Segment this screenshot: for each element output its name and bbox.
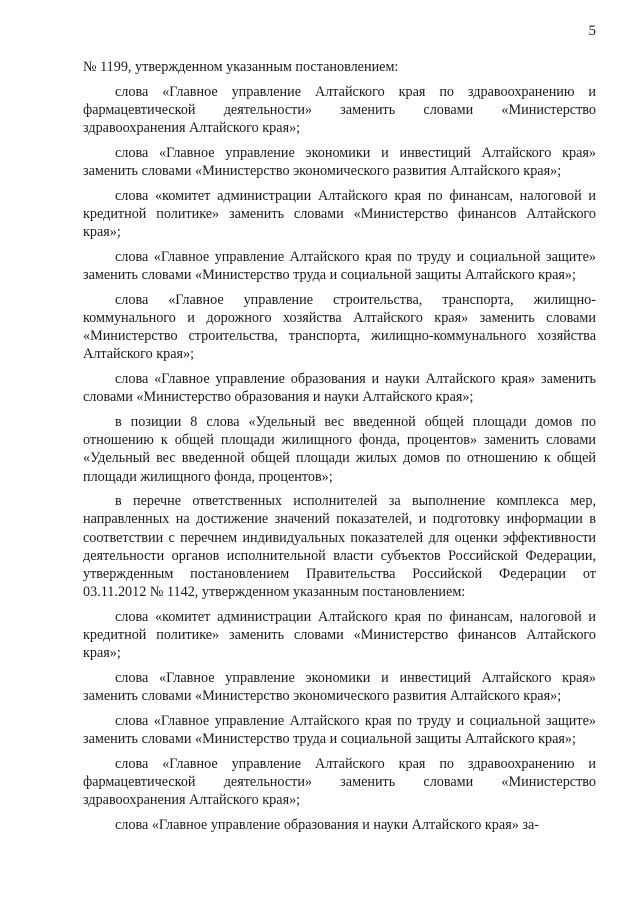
paragraph: слова «Главное управление образования и науки Алтайского края» заменить словами «Министерство образования и науки Алтайского края»; xyxy=(83,371,596,406)
paragraph: слова «комитет администрации Алтайского края по финансам, налоговой и кредитной политике» заменить словами «Министерство финансов Алтайского края»; xyxy=(83,608,596,662)
paragraph: слова «Главное управление Алтайского края по труду и социальной защите» заменить словами «Министерство труда и социальной защиты Алтайского края»; xyxy=(83,248,596,284)
paragraph: слова «Главное управление строительства, транспорта, жилищно-коммунального и дорожного хозяйства Алтайского края» заменить словами «Министерство строительства, транспорта, жилищно-коммунального хозяйства Алтайского края»; xyxy=(83,291,596,363)
paragraph: слова «Главное управление Алтайского края по труду и социальной защите» заменить словами «Министерство труда и социальной защиты Алтайского края»; xyxy=(83,713,596,748)
paragraph: слова «Главное управление экономики и инвестиций Алтайского края» заменить словами «Министерство экономического развития Алтайского края»; xyxy=(83,144,596,180)
paragraph: слова «Главное управление образования и науки Алтайского края» за- xyxy=(115,817,539,834)
paragraph: в перечне ответственных исполнителей за выполнение комплекса мер, направленных на достижение значений показателей, и подготовку информации в соответствии с перечнем индивидуальных показателей для оценки эффективности деятельности органов исполнительной власти субъектов Российской Федерации, утвержденным постановлением Правительства Российской Федерации от 03.11.2012 № 1142, утвержденном указанным постановлением: xyxy=(83,493,596,601)
paragraph: слова «Главное управление Алтайского края по здравоохранению и фармацевтической деятельности» заменить словами «Министерство здравоохранения Алтайского края»; xyxy=(83,755,596,809)
paragraph: № 1199, утвержденном указанным постановлением: xyxy=(83,59,399,75)
paragraph: в позиции 8 слова «Удельный вес введенной общей площади домов по отношению к общей площади жилищного фонда, процентов» заменить словами «Удельный вес введенной общей площади жилых домов по отношению к общей площади жилищного фонда, процентов»; xyxy=(83,413,596,485)
document-body xyxy=(83,58,596,841)
paragraph: слова «комитет администрации Алтайского края по финансам, налоговой и кредитной политике» заменить словами «Министерство финансов Алтайского края»; xyxy=(83,187,596,241)
paragraph: слова «Главное управление экономики и инвестиций Алтайского края» заменить словами «Министерство экономического развития Алтайского края»; xyxy=(83,670,596,705)
page-number: 5 xyxy=(588,23,596,39)
paragraph: слова «Главное управление Алтайского края по здравоохранению и фармацевтической деятельности» заменить словами «Министерство здравоохранения Алтайского края»; xyxy=(83,83,596,137)
